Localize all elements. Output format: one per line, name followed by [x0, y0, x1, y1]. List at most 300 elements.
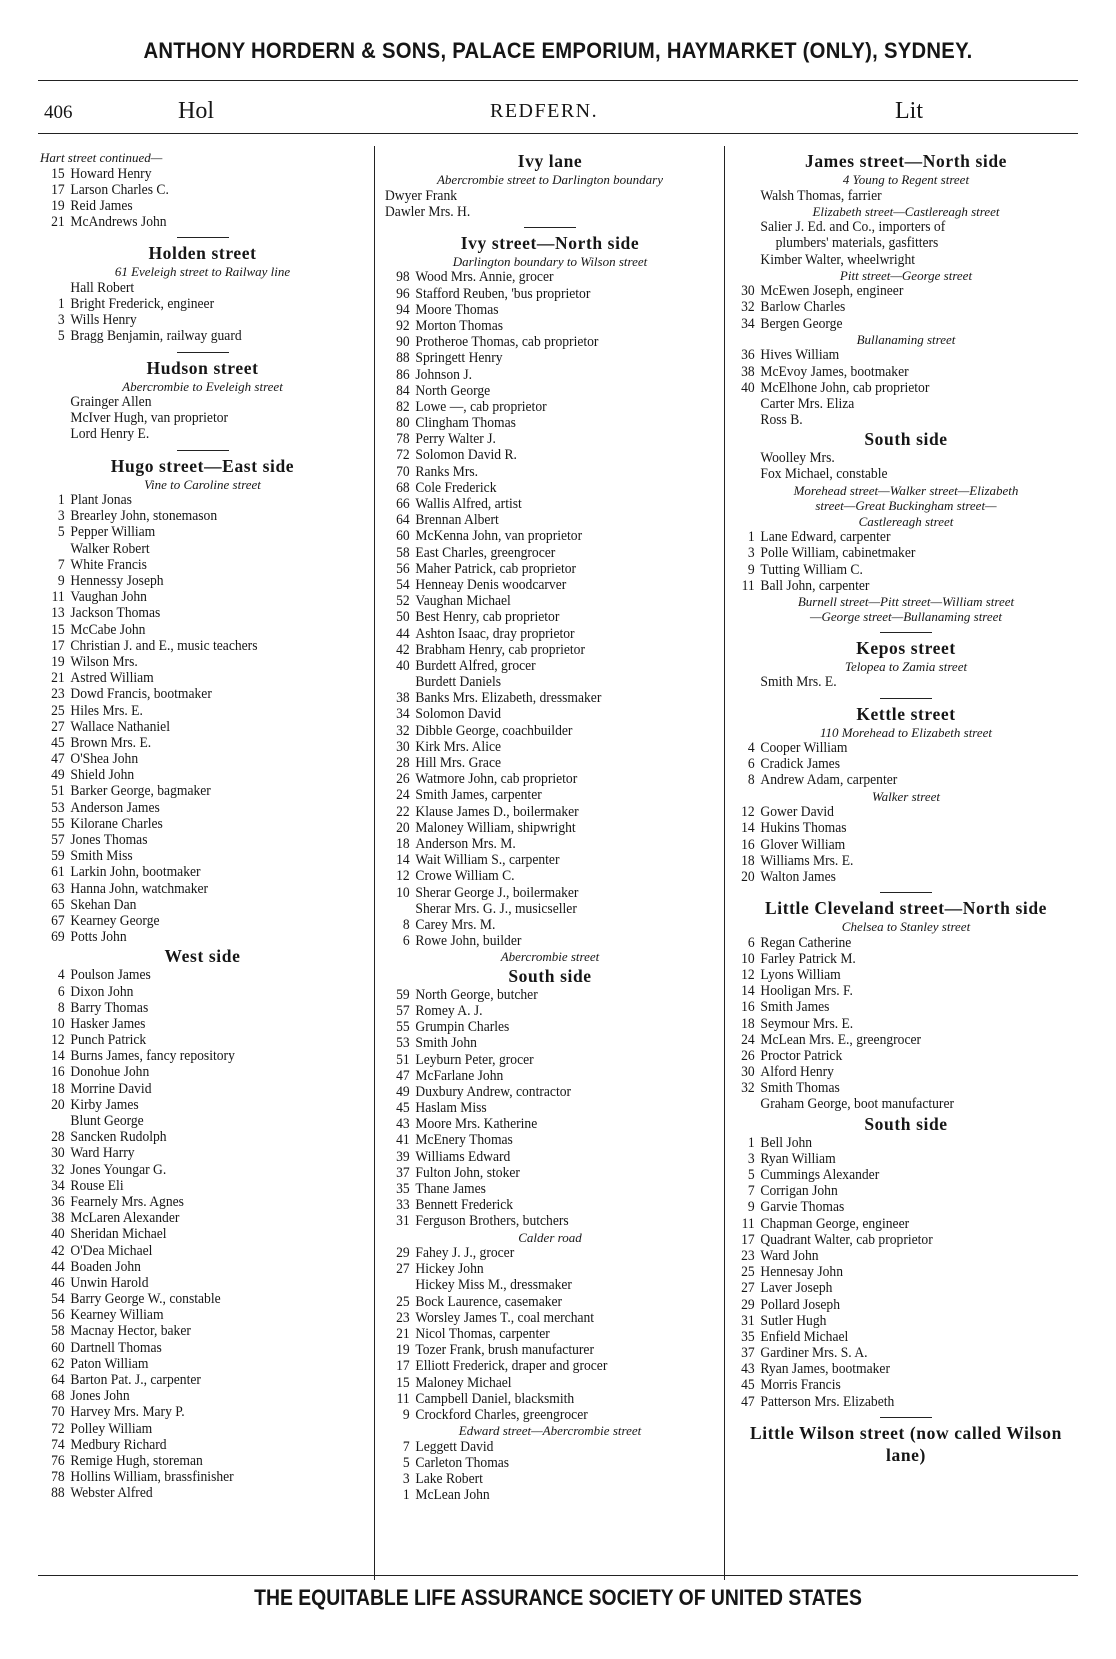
directory-entry	[385, 609, 699, 625]
house-number: 15	[396, 1374, 410, 1391]
resident-name: Lowe —, cab proprietor	[415, 398, 547, 415]
resident-name: Sancken Rudolph	[70, 1129, 167, 1146]
directory-entry	[730, 674, 1064, 690]
house-number: 40	[396, 657, 410, 674]
house-number: 12	[51, 1032, 65, 1049]
house-number: 4	[747, 740, 755, 757]
house-number: 45	[741, 1377, 755, 1394]
resident-name: Dartnell Thomas	[70, 1339, 162, 1356]
resident-name: Thane James	[415, 1181, 486, 1197]
resident-name: Duxbury Andrew, contractor	[415, 1083, 572, 1100]
directory-entry	[385, 658, 699, 674]
street-boundary-note: Morehead street—Walker street—Elizabeth	[793, 482, 1019, 498]
resident-name: Fox Michael, constable	[760, 466, 888, 483]
resident-name: Lane Edward, carpenter	[760, 529, 891, 546]
resident-name: Quadrant Walter, cab proprietor	[760, 1231, 933, 1248]
resident-name: Maher Patrick, cab proprietor	[415, 560, 577, 577]
house-number: 58	[51, 1323, 65, 1340]
street-boundary-note: Abercrombie to Eveleigh street	[122, 378, 283, 394]
resident-name: Ward John	[760, 1247, 819, 1264]
directory-entry	[40, 719, 349, 735]
directory-entry	[730, 283, 1064, 299]
house-number: 39	[396, 1148, 410, 1165]
directory-entry	[385, 1149, 699, 1165]
resident-name: Stafford Reuben, 'bus proprietor	[415, 285, 591, 302]
directory-entry	[730, 578, 1064, 594]
directory-entry	[40, 1145, 349, 1161]
house-number: 3	[57, 508, 65, 525]
directory-entry	[385, 626, 699, 642]
directory-entry	[40, 800, 349, 816]
house-number: 35	[396, 1181, 410, 1197]
directory-entry	[385, 367, 699, 383]
directory-entry	[40, 1162, 349, 1178]
house-number: 15	[51, 165, 65, 182]
resident-name: Vaughan John	[70, 589, 147, 606]
house-number: 9	[747, 1199, 755, 1216]
house-number: 19	[51, 197, 65, 214]
house-number: 18	[741, 852, 755, 869]
resident-name: Chapman George, engineer	[760, 1215, 910, 1232]
house-number: 38	[51, 1210, 65, 1227]
directory-entry	[385, 674, 699, 690]
directory-entry	[385, 1455, 699, 1471]
directory-entry	[385, 868, 699, 884]
resident-name: Burns James, fancy repository	[70, 1048, 235, 1065]
resident-name: Hall Robert	[70, 279, 135, 296]
directory-entry	[730, 412, 1064, 428]
house-number: 72	[51, 1420, 65, 1437]
house-number: 12	[741, 804, 755, 821]
house-number: 64	[51, 1372, 65, 1388]
directory-entry	[40, 524, 349, 540]
directory-entry	[730, 529, 1064, 545]
resident-name: Campbell Daniel, blacksmith	[415, 1390, 575, 1407]
resident-name: Punch Patrick	[70, 1032, 147, 1049]
resident-name: Smith Miss	[70, 848, 133, 865]
directory-entry	[730, 1216, 1064, 1232]
resident-name: McIver Hugh, van proprietor	[70, 410, 229, 427]
house-number: 56	[51, 1307, 65, 1324]
directory-entry	[40, 1437, 349, 1453]
resident-name: Watmore John, cab proprietor	[415, 771, 578, 788]
house-number: 32	[741, 1080, 755, 1097]
house-number: 10	[396, 884, 410, 901]
directory-entry	[730, 380, 1064, 396]
house-number: 47	[741, 1393, 755, 1410]
directory-entry	[730, 951, 1064, 967]
street-boundary-note: Hart street continued—	[40, 150, 163, 165]
directory-entry	[385, 1100, 699, 1116]
resident-name: Cradick James	[760, 756, 840, 773]
street-heading: South side	[508, 965, 592, 986]
directory-entry	[40, 426, 349, 442]
directory-entry	[730, 999, 1064, 1015]
directory-entry	[40, 1178, 349, 1194]
directory-entry	[40, 508, 349, 524]
resident-name: Wood Mrs. Annie, grocer	[415, 269, 554, 286]
house-number: 25	[396, 1293, 410, 1310]
resident-name: Hill Mrs. Grace	[415, 755, 502, 771]
resident-name: Smith James, carpenter	[415, 787, 542, 804]
directory-entry	[730, 756, 1064, 772]
resident-name: plumbers' materials, gasfitters	[775, 235, 939, 252]
house-number: 8	[402, 916, 410, 933]
house-number: 12	[396, 868, 410, 885]
directory-entry	[385, 577, 699, 593]
house-number: 43	[396, 1116, 410, 1133]
directory-entry	[385, 804, 699, 820]
house-number: 8	[747, 772, 755, 789]
directory-entry	[385, 1035, 699, 1051]
resident-name: Vaughan Michael	[415, 593, 511, 610]
house-number: 72	[396, 447, 410, 464]
house-number: 6	[747, 756, 755, 773]
resident-name: Walsh Thomas, farrier	[760, 187, 882, 204]
resident-name: Klause James D., boilermaker	[415, 803, 579, 820]
house-number: 63	[51, 880, 65, 897]
directory-entry	[40, 1453, 349, 1469]
street-heading: West side	[164, 946, 241, 967]
street-heading: Little Wilson street (now called Wilson lane)	[749, 1422, 1062, 1465]
resident-name: Harvey Mrs. Mary P.	[70, 1404, 185, 1421]
resident-name: Seymour Mrs. E.	[760, 1015, 854, 1032]
house-number: 5	[402, 1454, 410, 1471]
directory-entry	[40, 589, 349, 605]
house-number: 3	[402, 1471, 410, 1487]
resident-name: Leggett David	[415, 1438, 494, 1455]
directory-entry	[40, 686, 349, 702]
street-heading: South side	[864, 429, 948, 450]
house-number: 20	[396, 819, 410, 836]
directory-entry	[385, 1165, 699, 1181]
directory-entry	[730, 1096, 1064, 1112]
resident-name: Grumpin Charles	[415, 1019, 510, 1036]
resident-name: Cummings Alexander	[760, 1167, 880, 1183]
resident-name: Morton Thomas	[415, 317, 504, 334]
street-heading: Hudson street	[146, 357, 259, 378]
resident-name: Ryan William	[760, 1150, 836, 1167]
resident-name: Fahey J. J., grocer	[415, 1245, 515, 1262]
resident-name: Blunt George	[70, 1113, 144, 1129]
resident-name: Unwin Harold	[70, 1274, 149, 1291]
street-heading: South side	[864, 1113, 948, 1134]
directory-entry	[385, 269, 699, 285]
directory-entry	[730, 935, 1064, 951]
house-number: 18	[741, 1015, 755, 1032]
resident-name: Brabham Henry, cab proprietor	[415, 641, 585, 658]
directory-entry	[730, 1080, 1064, 1096]
resident-name: Sutler Hugh	[760, 1312, 827, 1329]
directory-entry	[40, 1485, 349, 1501]
house-number: 16	[51, 1064, 65, 1081]
directory-entry	[730, 252, 1064, 268]
house-number: 16	[741, 836, 755, 853]
directory-entry	[385, 820, 699, 836]
house-number: 1	[57, 492, 65, 509]
house-number: 68	[396, 479, 410, 496]
directory-entry	[730, 1016, 1064, 1032]
directory-entry	[730, 1199, 1064, 1215]
directory-entry	[385, 917, 699, 933]
house-number: 7	[747, 1183, 755, 1200]
house-number: 20	[741, 868, 755, 885]
house-number: 26	[396, 771, 410, 788]
house-number: 46	[51, 1274, 65, 1291]
directory-entry	[40, 328, 349, 344]
resident-name: Gower David	[760, 804, 834, 821]
house-number: 5	[57, 524, 65, 541]
resident-name: Wills Henry	[70, 312, 137, 329]
directory-entry	[40, 622, 349, 638]
house-number: 12	[741, 966, 755, 983]
directory-entry	[40, 1469, 349, 1485]
house-number: 53	[51, 799, 65, 816]
house-number: 14	[741, 983, 755, 1000]
house-number: 18	[396, 835, 410, 852]
directory-entry	[40, 654, 349, 670]
resident-name: Crowe William C.	[415, 868, 515, 885]
column-1	[40, 150, 365, 1502]
directory-entry	[40, 1032, 349, 1048]
directory-entry	[40, 1210, 349, 1226]
resident-name: Remige Hugh, storeman	[70, 1452, 203, 1469]
resident-name: Morris Francis	[760, 1377, 841, 1394]
directory-entry	[40, 864, 349, 880]
house-number: 34	[741, 315, 755, 332]
house-number: 60	[51, 1339, 65, 1356]
house-number: 31	[396, 1213, 410, 1230]
resident-name: Kirk Mrs. Alice	[415, 738, 502, 755]
street-boundary-note: street—Great Buckingham street—	[815, 498, 997, 514]
directory-entry	[40, 1372, 349, 1388]
house-number: 70	[51, 1404, 65, 1421]
house-number: 32	[396, 722, 410, 739]
resident-name: McLaren Alexander	[70, 1210, 180, 1227]
resident-name: East Charles, greengrocer	[415, 544, 556, 561]
resident-name: Solomon David R.	[415, 447, 517, 464]
banner-rule	[38, 80, 1078, 81]
directory-entry	[385, 1358, 699, 1374]
house-number: 44	[51, 1258, 65, 1275]
resident-name: Ashton Isaac, dray proprietor	[415, 625, 575, 642]
resident-name: Ryan James, bootmaker	[760, 1361, 891, 1378]
directory-entry	[385, 318, 699, 334]
resident-name: Tutting William C.	[760, 561, 863, 578]
house-number: 25	[741, 1264, 755, 1281]
directory-entry	[385, 528, 699, 544]
directory-entry	[385, 480, 699, 496]
house-number: 74	[51, 1436, 65, 1453]
street-boundary-note: 61 Eveleigh street to Railway line	[114, 264, 291, 280]
resident-name: Bragg Benjamin, railway guard	[70, 328, 242, 345]
resident-name: Dixon John	[70, 983, 134, 1000]
street-boundary-note: Chelsea to Stanley street	[841, 919, 971, 935]
directory-entry	[40, 1194, 349, 1210]
resident-name: Proctor Patrick	[760, 1047, 843, 1064]
resident-name: Dowd Francis, bootmaker	[70, 686, 212, 703]
resident-name: Bright Frederick, engineer	[70, 295, 215, 312]
house-number: 36	[51, 1193, 65, 1210]
directory-entry	[40, 967, 349, 983]
resident-name: Dibble George, coachbuilder	[415, 722, 573, 739]
house-number: 33	[396, 1197, 410, 1214]
directory-entry	[385, 545, 699, 561]
resident-name: Bergen George	[760, 315, 843, 332]
resident-name: Hickey Miss M., dressmaker	[415, 1277, 572, 1294]
resident-name: Pepper William	[70, 524, 156, 541]
directory-entry	[385, 787, 699, 803]
resident-name: Glover William	[760, 836, 846, 853]
resident-name: Best Henry, cab proprietor	[415, 609, 560, 626]
street-boundary-note: Abercrombie street to Darlington boundary	[436, 172, 664, 187]
resident-name: Kirby James	[70, 1096, 139, 1113]
resident-name: Johnson J.	[415, 366, 473, 383]
resident-name: Paton William	[70, 1355, 149, 1372]
house-number: 17	[396, 1358, 410, 1375]
house-number: 70	[396, 463, 410, 480]
directory-entry	[730, 983, 1064, 999]
resident-name: O'Shea John	[70, 751, 139, 768]
resident-name: Ward Harry	[70, 1145, 135, 1162]
resident-name: Sherar George J., boilermaker	[415, 884, 579, 901]
resident-name: Barker George, bagmaker	[70, 783, 211, 800]
house-number: 13	[51, 605, 65, 622]
resident-name: Cooper William	[760, 740, 848, 757]
directory-entry	[730, 545, 1064, 561]
street-heading: Hugo street—East side	[110, 455, 295, 476]
directory-entry	[40, 557, 349, 573]
directory-entry	[385, 1197, 699, 1213]
directory-entry	[40, 198, 349, 214]
resident-name: Boaden John	[70, 1258, 141, 1275]
directory-entry	[40, 492, 349, 508]
directory-entry	[385, 771, 699, 787]
house-number: 59	[396, 986, 410, 1003]
house-number: 6	[402, 933, 410, 950]
house-number: 59	[51, 848, 65, 865]
resident-name: Kearney William	[70, 1307, 164, 1324]
directory-entry	[385, 933, 699, 949]
resident-name: McEnery Thomas	[415, 1132, 513, 1149]
directory-entry	[385, 415, 699, 431]
house-number: 26	[741, 1047, 755, 1064]
directory-entry	[385, 755, 699, 771]
directory-entry	[40, 1048, 349, 1064]
resident-name: Anderson Mrs. M.	[415, 835, 516, 852]
house-number: 30	[741, 1064, 755, 1081]
resident-name: Smith James	[760, 999, 830, 1016]
resident-name: Morrine David	[70, 1080, 152, 1097]
directory-entry	[730, 188, 1064, 204]
house-number: 50	[396, 609, 410, 626]
house-number: 78	[396, 431, 410, 448]
directory-entry	[385, 723, 699, 739]
resident-name: McElhone John, cab proprietor	[760, 379, 930, 396]
street-heading: Holden street	[148, 243, 257, 264]
house-number: 10	[51, 1015, 65, 1032]
directory-entry	[730, 1032, 1064, 1048]
house-number: 52	[396, 593, 410, 610]
street-heading: Kettle street	[856, 703, 956, 724]
directory-entry	[385, 1487, 699, 1503]
directory-entry	[40, 1113, 349, 1129]
resident-name: Fulton John, stoker	[415, 1164, 520, 1181]
house-number: 65	[51, 896, 65, 913]
street-heading: Kepos street	[856, 637, 956, 658]
resident-name: Lyons William	[760, 966, 841, 983]
directory-entry	[40, 913, 349, 929]
directory-entry	[40, 605, 349, 621]
house-number: 15	[51, 621, 65, 638]
directory-entry	[40, 182, 349, 198]
directory-entry	[385, 496, 699, 512]
house-number: 42	[51, 1242, 65, 1259]
resident-name: Rouse Eli	[70, 1177, 124, 1194]
directory-entry	[385, 204, 699, 220]
header-rule	[38, 133, 1078, 134]
house-number: 57	[51, 832, 65, 848]
house-number: 84	[396, 382, 410, 399]
column-3	[730, 150, 1082, 1466]
house-number: 9	[402, 1406, 410, 1423]
directory-entry	[385, 1132, 699, 1148]
resident-name: Lake Robert	[415, 1471, 483, 1487]
directory-entry	[730, 1297, 1064, 1313]
section-rule	[177, 237, 229, 238]
resident-name: Jones Youngar G.	[70, 1161, 167, 1178]
house-number: 24	[741, 1031, 755, 1048]
directory-entry	[385, 1294, 699, 1310]
directory-entry	[40, 1016, 349, 1032]
directory-entry	[730, 740, 1064, 756]
section-rule	[177, 352, 229, 353]
directory-entry	[730, 1345, 1064, 1361]
house-number: 88	[51, 1485, 65, 1502]
directory-entry	[385, 836, 699, 852]
directory-entry	[730, 1313, 1064, 1329]
directory-entry	[385, 431, 699, 447]
resident-name: Jones John	[70, 1388, 130, 1405]
house-number: 10	[741, 950, 755, 967]
directory-entry	[40, 1081, 349, 1097]
directory-entry	[385, 512, 699, 528]
resident-name: Astred William	[70, 670, 154, 687]
resident-name: Hanna John, watchmaker	[70, 880, 209, 897]
directory-entry	[730, 235, 1064, 251]
directory-entry	[40, 394, 349, 410]
directory-entry	[40, 296, 349, 312]
resident-name: Hives William	[760, 347, 840, 364]
directory-entry	[385, 1391, 699, 1407]
resident-name: Brennan Albert	[415, 512, 499, 529]
resident-name: Ferguson Brothers, butchers	[415, 1213, 569, 1230]
resident-name: McEwen Joseph, engineer	[760, 283, 904, 300]
house-number: 82	[396, 398, 410, 415]
house-number: 23	[51, 686, 65, 703]
resident-name: Ball John, carpenter	[760, 577, 870, 594]
house-number: 55	[51, 815, 65, 832]
house-number: 24	[396, 787, 410, 804]
directory-entry	[730, 1232, 1064, 1248]
directory-entry	[730, 837, 1064, 853]
page-number: 406	[44, 102, 73, 123]
directory-entry	[385, 706, 699, 722]
resident-name: Hooligan Mrs. F.	[760, 983, 853, 1000]
directory-entry	[730, 396, 1064, 412]
house-number: 57	[396, 1002, 410, 1019]
resident-name: Springett Henry	[415, 350, 503, 367]
